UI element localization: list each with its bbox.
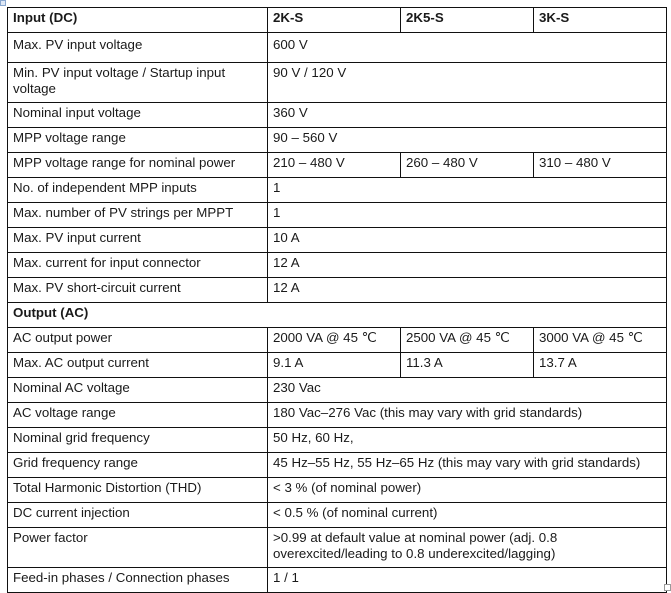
resize-handle-icon xyxy=(664,584,671,591)
row-label: Nominal grid frequency xyxy=(8,428,268,453)
section-heading-output-ac: Output (AC) xyxy=(8,303,667,328)
row-value: 2000 VA @ 45 ℃ xyxy=(268,328,401,353)
table-row xyxy=(8,478,667,503)
row-value: 13.7 A xyxy=(534,353,667,378)
row-value: 10 A xyxy=(268,228,667,253)
row-label: Total Harmonic Distortion (THD) xyxy=(8,478,268,503)
row-value: 360 V xyxy=(268,103,667,128)
row-label: Nominal AC voltage xyxy=(8,378,268,403)
row-label: MPP voltage range for nominal power xyxy=(8,153,268,178)
row-value: 45 Hz–55 Hz, 55 Hz–65 Hz (this may vary with grid standards) xyxy=(268,453,667,478)
model-header: 2K-S xyxy=(268,8,401,33)
table-row xyxy=(8,428,667,453)
row-value: 1 xyxy=(268,178,667,203)
section-heading-input-dc: Input (DC) xyxy=(8,8,268,33)
row-label: Max. AC output current xyxy=(8,353,268,378)
table-row xyxy=(8,203,667,228)
row-value: 11.3 A xyxy=(401,353,534,378)
broken-image-icon xyxy=(0,0,6,6)
row-value: 90 V / 120 V xyxy=(268,63,667,103)
model-header: 3K-S xyxy=(534,8,667,33)
model-header: 2K5-S xyxy=(401,8,534,33)
row-label: Max. PV short-circuit current xyxy=(8,278,268,303)
row-value: 50 Hz, 60 Hz, xyxy=(268,428,667,453)
table-row xyxy=(8,278,667,303)
row-label: Feed-in phases / Connection phases xyxy=(8,568,268,593)
row-label: AC voltage range xyxy=(8,403,268,428)
table-row xyxy=(8,128,667,153)
table-row xyxy=(8,63,667,103)
row-label: No. of independent MPP inputs xyxy=(8,178,268,203)
table-row xyxy=(8,528,667,568)
table-row xyxy=(8,153,667,178)
table-row xyxy=(8,378,667,403)
row-label: Max. PV input current xyxy=(8,228,268,253)
row-label: Min. PV input voltage / Startup input voltage xyxy=(8,63,268,103)
table-row xyxy=(8,328,667,353)
row-value: 12 A xyxy=(268,253,667,278)
inverter-spec-table xyxy=(7,7,667,593)
row-value: 12 A xyxy=(268,278,667,303)
row-value: 310 – 480 V xyxy=(534,153,667,178)
row-label: Max. PV input voltage xyxy=(8,33,268,63)
row-value: 600 V xyxy=(268,33,667,63)
table-row xyxy=(8,568,667,593)
row-value: 210 – 480 V xyxy=(268,153,401,178)
row-value: 180 Vac–276 Vac (this may vary with grid standards) xyxy=(268,403,667,428)
row-value: 3000 VA @ 45 ℃ xyxy=(534,328,667,353)
row-label: MPP voltage range xyxy=(8,128,268,153)
table-row xyxy=(8,503,667,528)
row-label: DC current injection xyxy=(8,503,268,528)
table-row xyxy=(8,228,667,253)
row-value: 1 / 1 xyxy=(268,568,667,593)
table-row xyxy=(8,178,667,203)
row-label: Max. number of PV strings per MPPT xyxy=(8,203,268,228)
row-value: < 3 % (of nominal power) xyxy=(268,478,667,503)
table-row xyxy=(8,353,667,378)
header-row xyxy=(8,8,667,33)
table-row xyxy=(8,453,667,478)
row-label: Grid frequency range xyxy=(8,453,268,478)
row-value: 2500 VA @ 45 ℃ xyxy=(401,328,534,353)
table-row xyxy=(8,253,667,278)
row-value: < 0.5 % (of nominal current) xyxy=(268,503,667,528)
section-row xyxy=(8,303,667,328)
row-value: >0.99 at default value at nominal power (adj. 0.8 overexcited/leading to 0.8 underexcited/lagging) xyxy=(268,528,667,568)
row-label: AC output power xyxy=(8,328,268,353)
row-value: 1 xyxy=(268,203,667,228)
table-row xyxy=(8,103,667,128)
row-value: 90 – 560 V xyxy=(268,128,667,153)
row-label: Nominal input voltage xyxy=(8,103,268,128)
row-label: Max. current for input connector xyxy=(8,253,268,278)
table-row xyxy=(8,403,667,428)
row-value: 9.1 A xyxy=(268,353,401,378)
row-label: Power factor xyxy=(8,528,268,568)
row-value: 260 – 480 V xyxy=(401,153,534,178)
row-value: 230 Vac xyxy=(268,378,667,403)
table-row xyxy=(8,33,667,63)
